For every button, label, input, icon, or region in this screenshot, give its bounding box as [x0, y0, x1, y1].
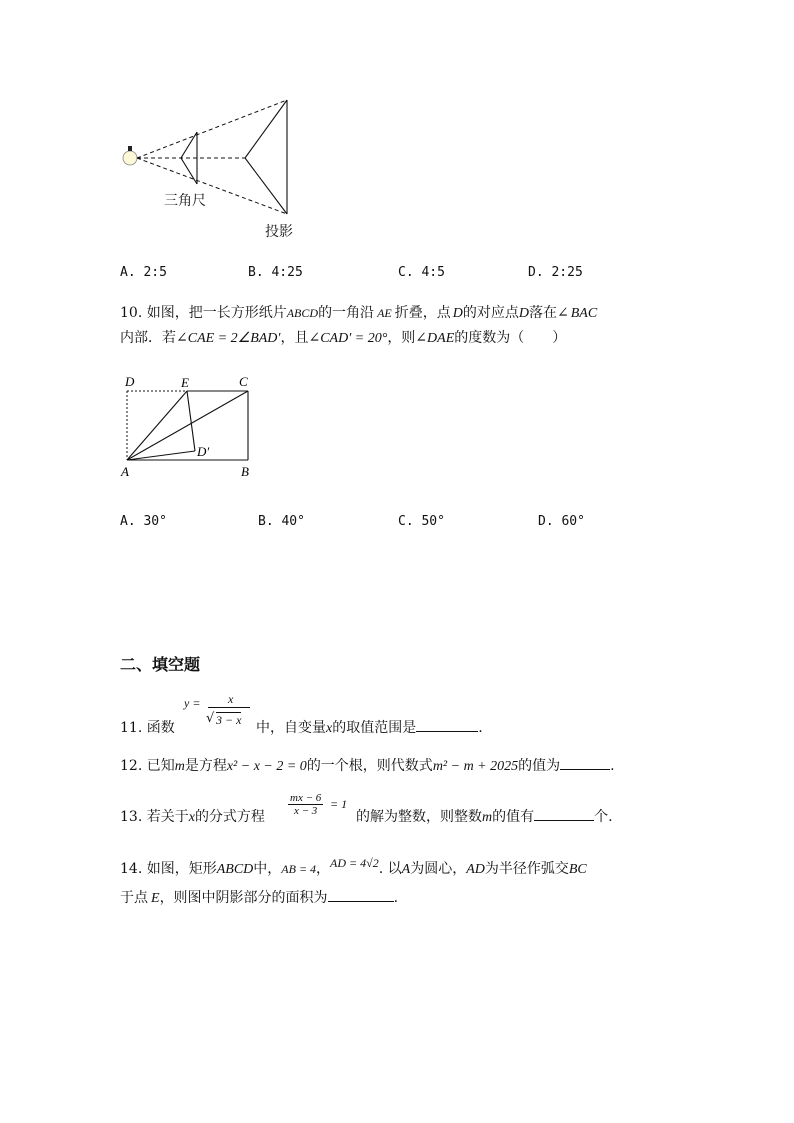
q9-option-b: B. 4:25 — [248, 265, 303, 280]
q10-option-b: B. 40° — [258, 514, 305, 529]
q10-option-d: D. 60° — [538, 514, 585, 529]
fig-label-dprime: D′ — [197, 444, 210, 459]
light-bulb-icon — [123, 146, 137, 165]
fold-rectangle-figure — [115, 372, 265, 480]
q10-line1: 10. 如图，把一长方形纸片ABCD的一角沿 AE 折叠，点 D的对应点D落在∠ BAC — [120, 305, 598, 321]
question-14-line1: 14. 如图，矩形ABCD中，AB = 4，AD = 4√2. 以A为圆心，AD为半径作弧交BC — [120, 856, 587, 877]
ruler-label: 三角尺 — [164, 193, 206, 209]
question-14-line2: 于点 E，则图中阴影部分的面积为 . — [120, 890, 399, 906]
q10-option-c: C. 50° — [398, 514, 445, 529]
q10-line2: 内部．若∠CAE = 2∠BAD′，且∠CAD′ = 20°，则∠DAE的度数为（ ） — [120, 330, 567, 346]
q9-option-a: A. 2:5 — [120, 265, 167, 280]
fig-label-d: D — [125, 374, 135, 389]
shadow-label: 投影 — [265, 224, 293, 240]
q9-option-c: C. 4:5 — [398, 265, 445, 280]
fig-label-a: A — [121, 464, 129, 479]
q10-option-a: A. 30° — [120, 514, 167, 529]
fig-label-b: B — [241, 464, 249, 479]
question-12: 12. 已知m是方程x² − x − 2 = 0的一个根，则代数式m² − m + 2025的值为 . — [120, 758, 615, 774]
section-title: 二、填空题 — [120, 655, 201, 674]
q9-option-d: D. 2:25 — [528, 265, 583, 280]
fig-label-c: C — [239, 374, 248, 389]
fig-label-e: E — [181, 375, 189, 390]
